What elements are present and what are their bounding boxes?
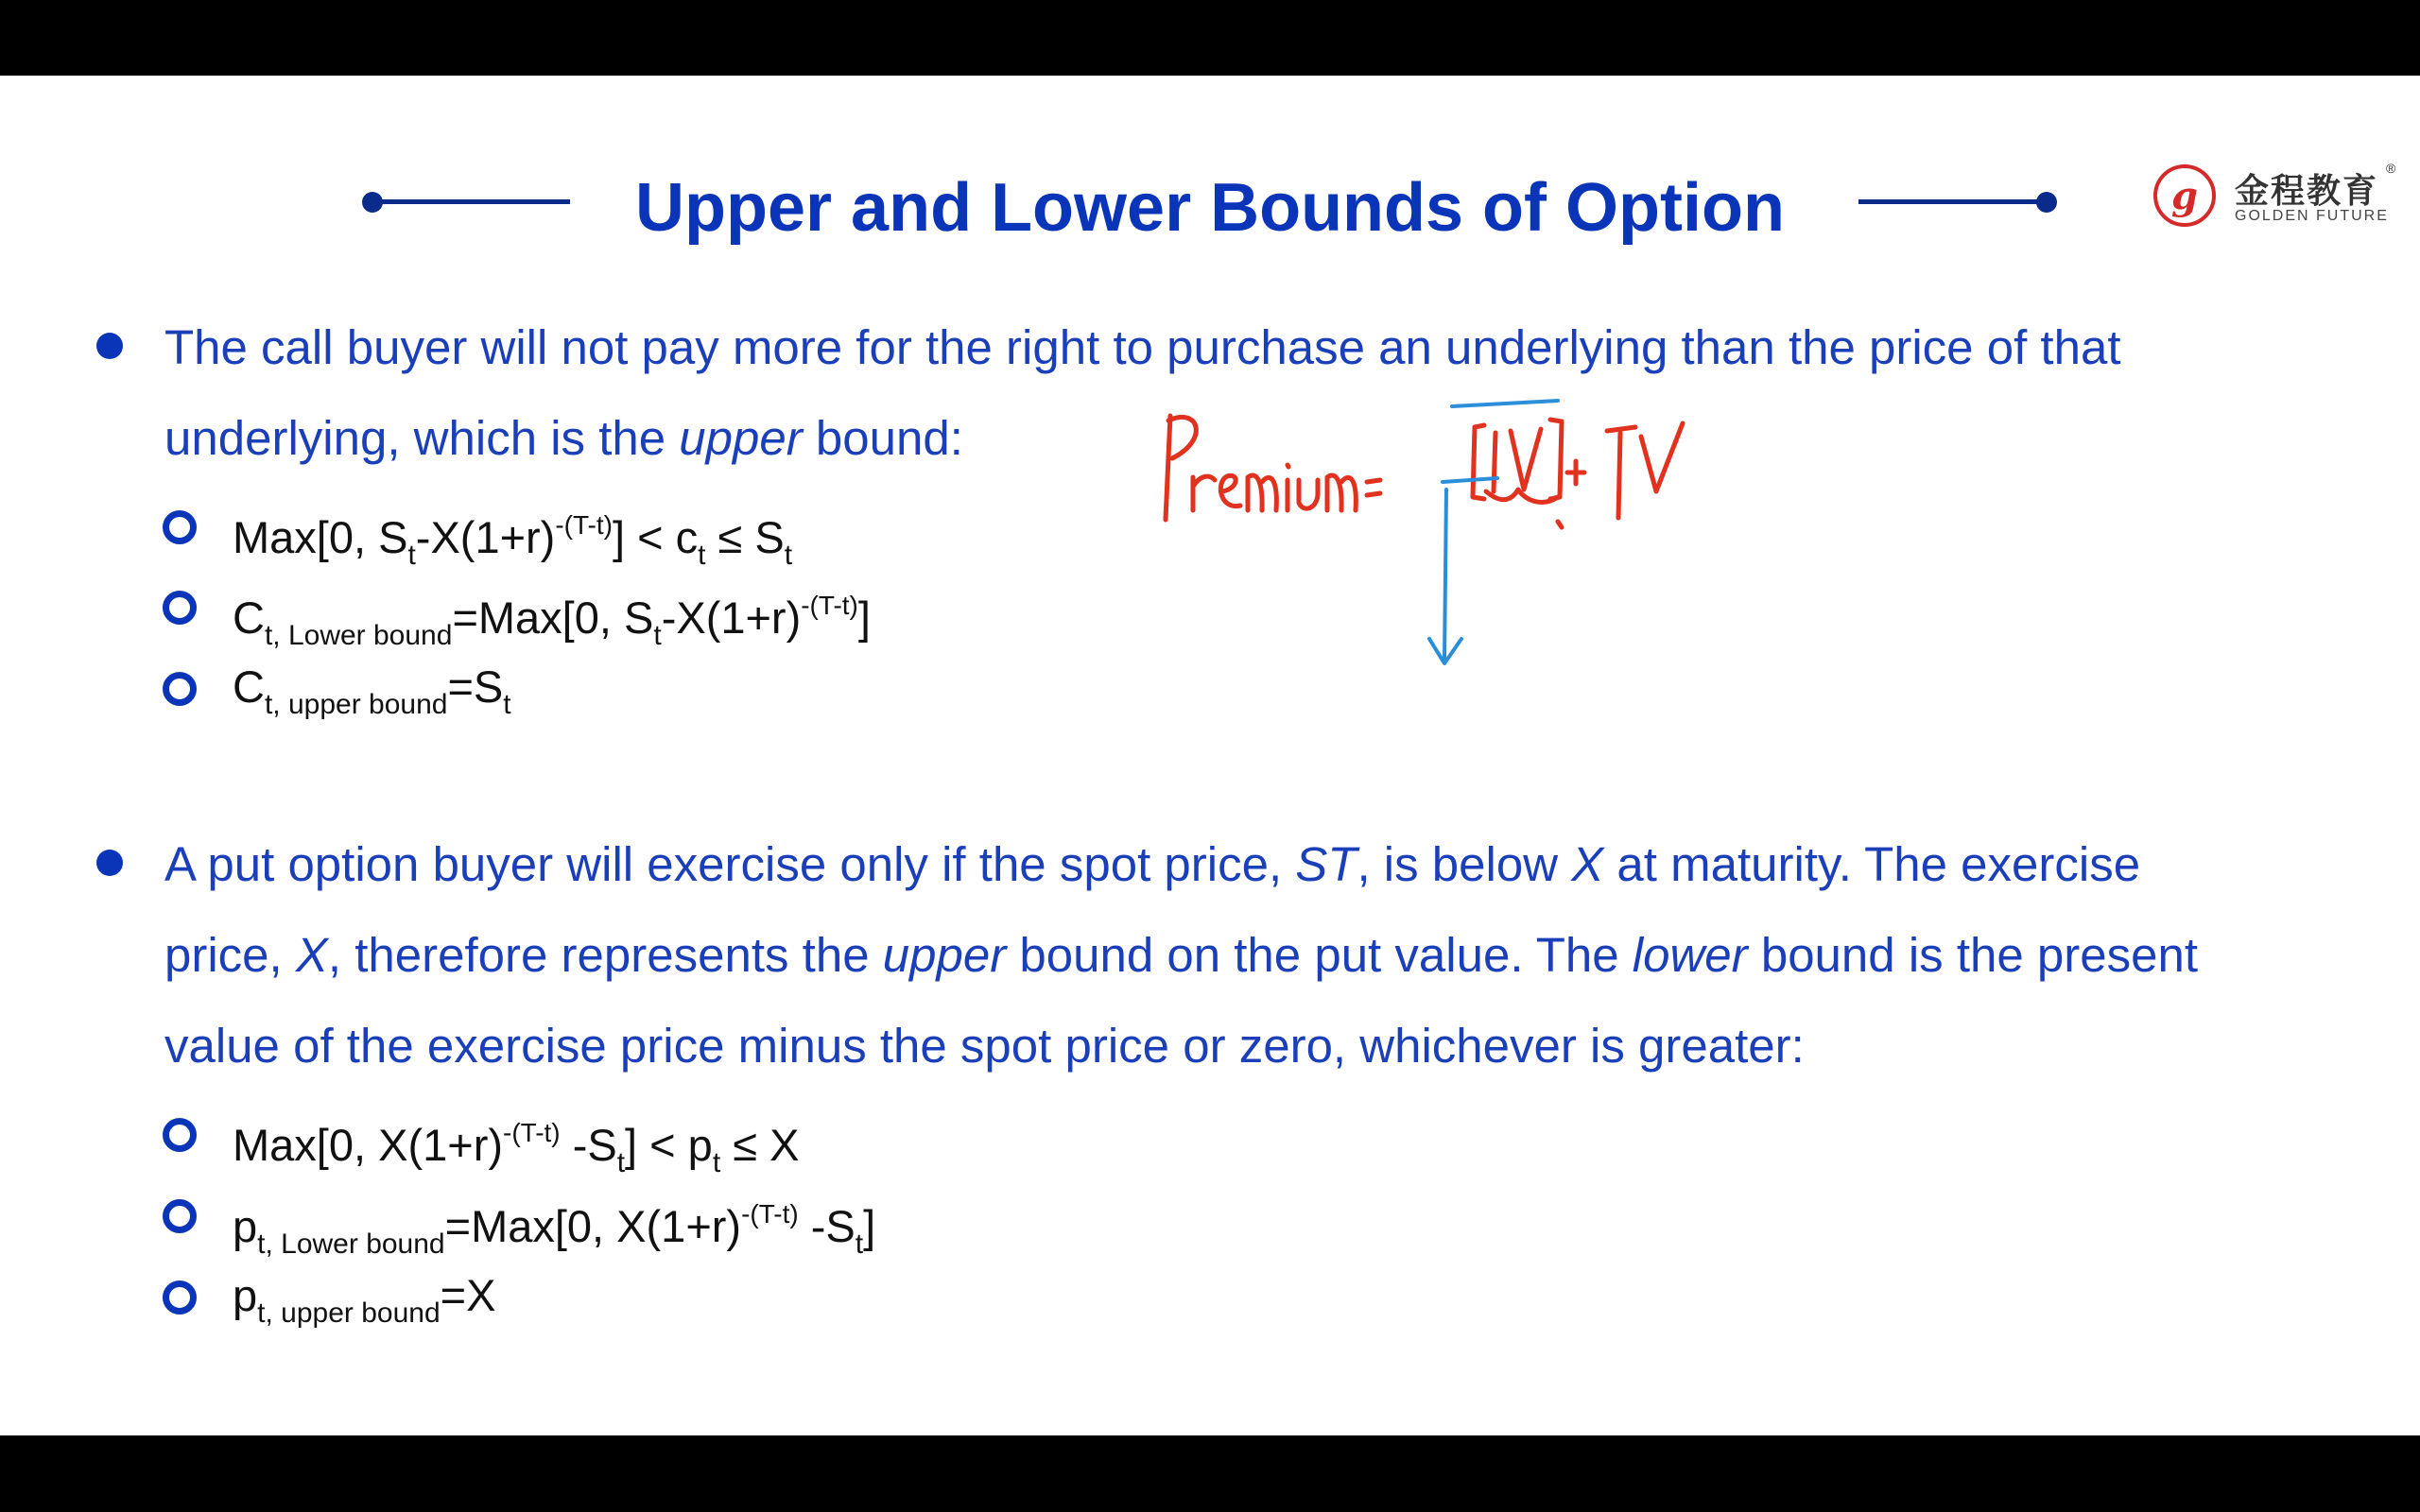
letterbox-bottom: [0, 1435, 2420, 1512]
logo-seal-icon: g: [2153, 164, 2216, 227]
put-formula-upper-bound: $p_{t, upper bound}=X$: [233, 1270, 496, 1329]
put-formula-bounds: Max[0, $X(1+r)^{-(T-t)}$ $-S_t] < p_t \le X$: [233, 1118, 800, 1178]
put-line-1: A put option buyer will exercise only if the spot price, ST, is below X at maturity. The exercise: [164, 837, 2141, 891]
put-line-3: value of the exercise price minus the spot price or zero, whichever is greater:: [164, 1019, 1805, 1073]
slide: [0, 76, 2420, 1435]
handwriting-annotation: [0, 76, 2420, 1435]
call-line-2-end: bound:: [802, 411, 963, 465]
call-line-1: The call buyer will not pay more for the right to purchase an underlying than the price of that: [164, 320, 2121, 374]
call-formula-upper-bound: $C_{t, upper bound}=S_t$: [233, 662, 511, 720]
letterbox-top: [0, 0, 2420, 76]
logo-english-name: GOLDEN FUTURE: [2235, 208, 2389, 224]
call-line-2-text: underlying, which is the: [164, 411, 680, 465]
logo-chinese-name: 金程教育: [2235, 171, 2379, 210]
put-formula-lower-bound: $p_{t, Lower bound}=Max[0$, $X(1+r)^{-(T-t)}$ $-S_t$]: [233, 1199, 876, 1260]
call-line-2-italic: upper: [679, 411, 803, 465]
call-formula-lower-bound: $C_{t, Lower bound}=Max[0$, $S_t-X(1+r)^{-(T-t)}$]: [233, 591, 871, 651]
put-line-2: price, X, therefore represents the upper bound on the put value. The lower bound is the present: [164, 928, 2198, 982]
logo-registered-mark: ®: [2386, 161, 2396, 176]
slide-title: Upper and Lower Bounds of Option: [635, 170, 1785, 246]
call-formula-bounds: Max[0, $S_t-X(1+r)^{-(T-t)}] < c_t \le S_t$: [233, 510, 793, 571]
